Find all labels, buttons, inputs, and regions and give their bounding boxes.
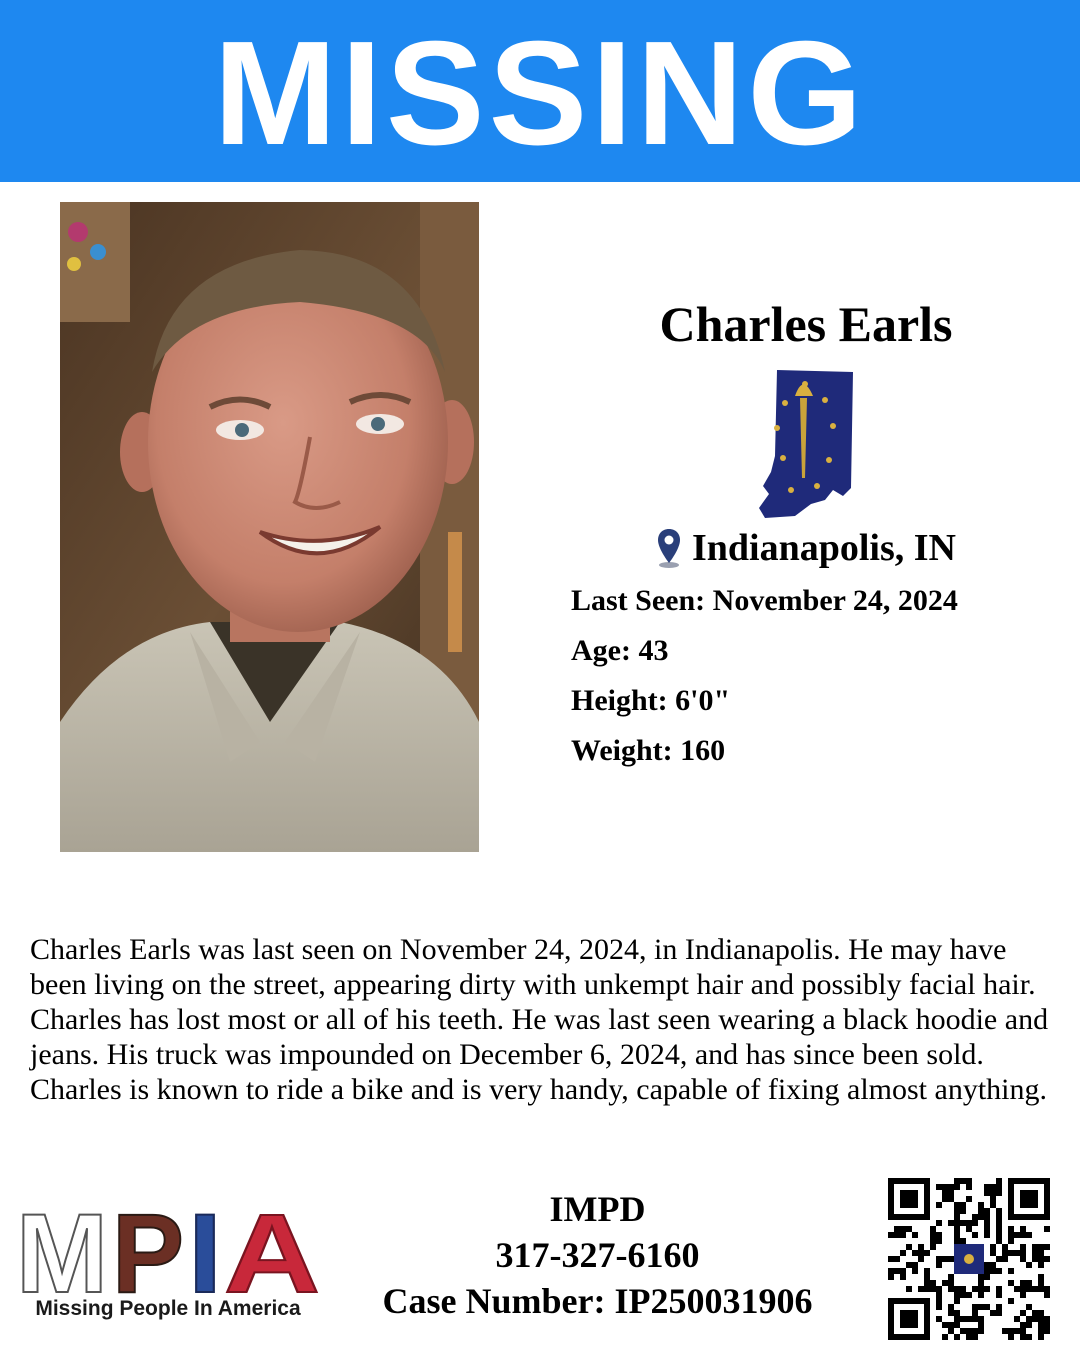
svg-text:P: P (112, 1198, 184, 1298)
location-text: Indianapolis, IN (691, 527, 956, 569)
qr-code-icon[interactable] (888, 1178, 1050, 1340)
case-number: Case Number: IP250031906 (382, 1281, 813, 1321)
logo-tagline: Missing People In America (35, 1297, 301, 1320)
height: Height: 6'0" (571, 684, 731, 717)
person-facts (571, 580, 958, 780)
last-seen: Last Seen: November 24, 2024 (571, 584, 958, 617)
svg-text:I: I (188, 1198, 222, 1298)
age: Age: 43 (571, 634, 669, 667)
map-pin-icon (656, 527, 682, 569)
contact-block (340, 1186, 855, 1324)
banner-title: MISSING (213, 11, 867, 176)
person-name: Charles Earls (659, 296, 953, 352)
mpia-logo (12, 1198, 324, 1328)
phone-number[interactable]: 317-327-6160 (495, 1235, 700, 1275)
svg-text:M: M (16, 1198, 108, 1298)
mpia-logo-mark (12, 1198, 324, 1298)
case-description: Charles Earls was last seen on November 24, 2024, in Indianapolis. He may have been living on the street, appearing dirty with unkempt hair and possibly facial hair. Charles has lost most or all of his teeth. He was last seen wearing a black hoodie and jeans. His truck was impounded on December 6, 2024, and has since been sold. Charles is known to ride a bike and is very handy, capable of fixing almost anything. (30, 933, 1049, 1106)
indiana-state-flag-icon (755, 368, 855, 520)
agency-name: IMPD (549, 1189, 646, 1229)
missing-person-photo (60, 202, 479, 852)
weight: Weight: 160 (571, 734, 726, 767)
svg-text:A: A (224, 1198, 320, 1298)
missing-banner (0, 0, 1080, 182)
location-line (560, 524, 1052, 572)
